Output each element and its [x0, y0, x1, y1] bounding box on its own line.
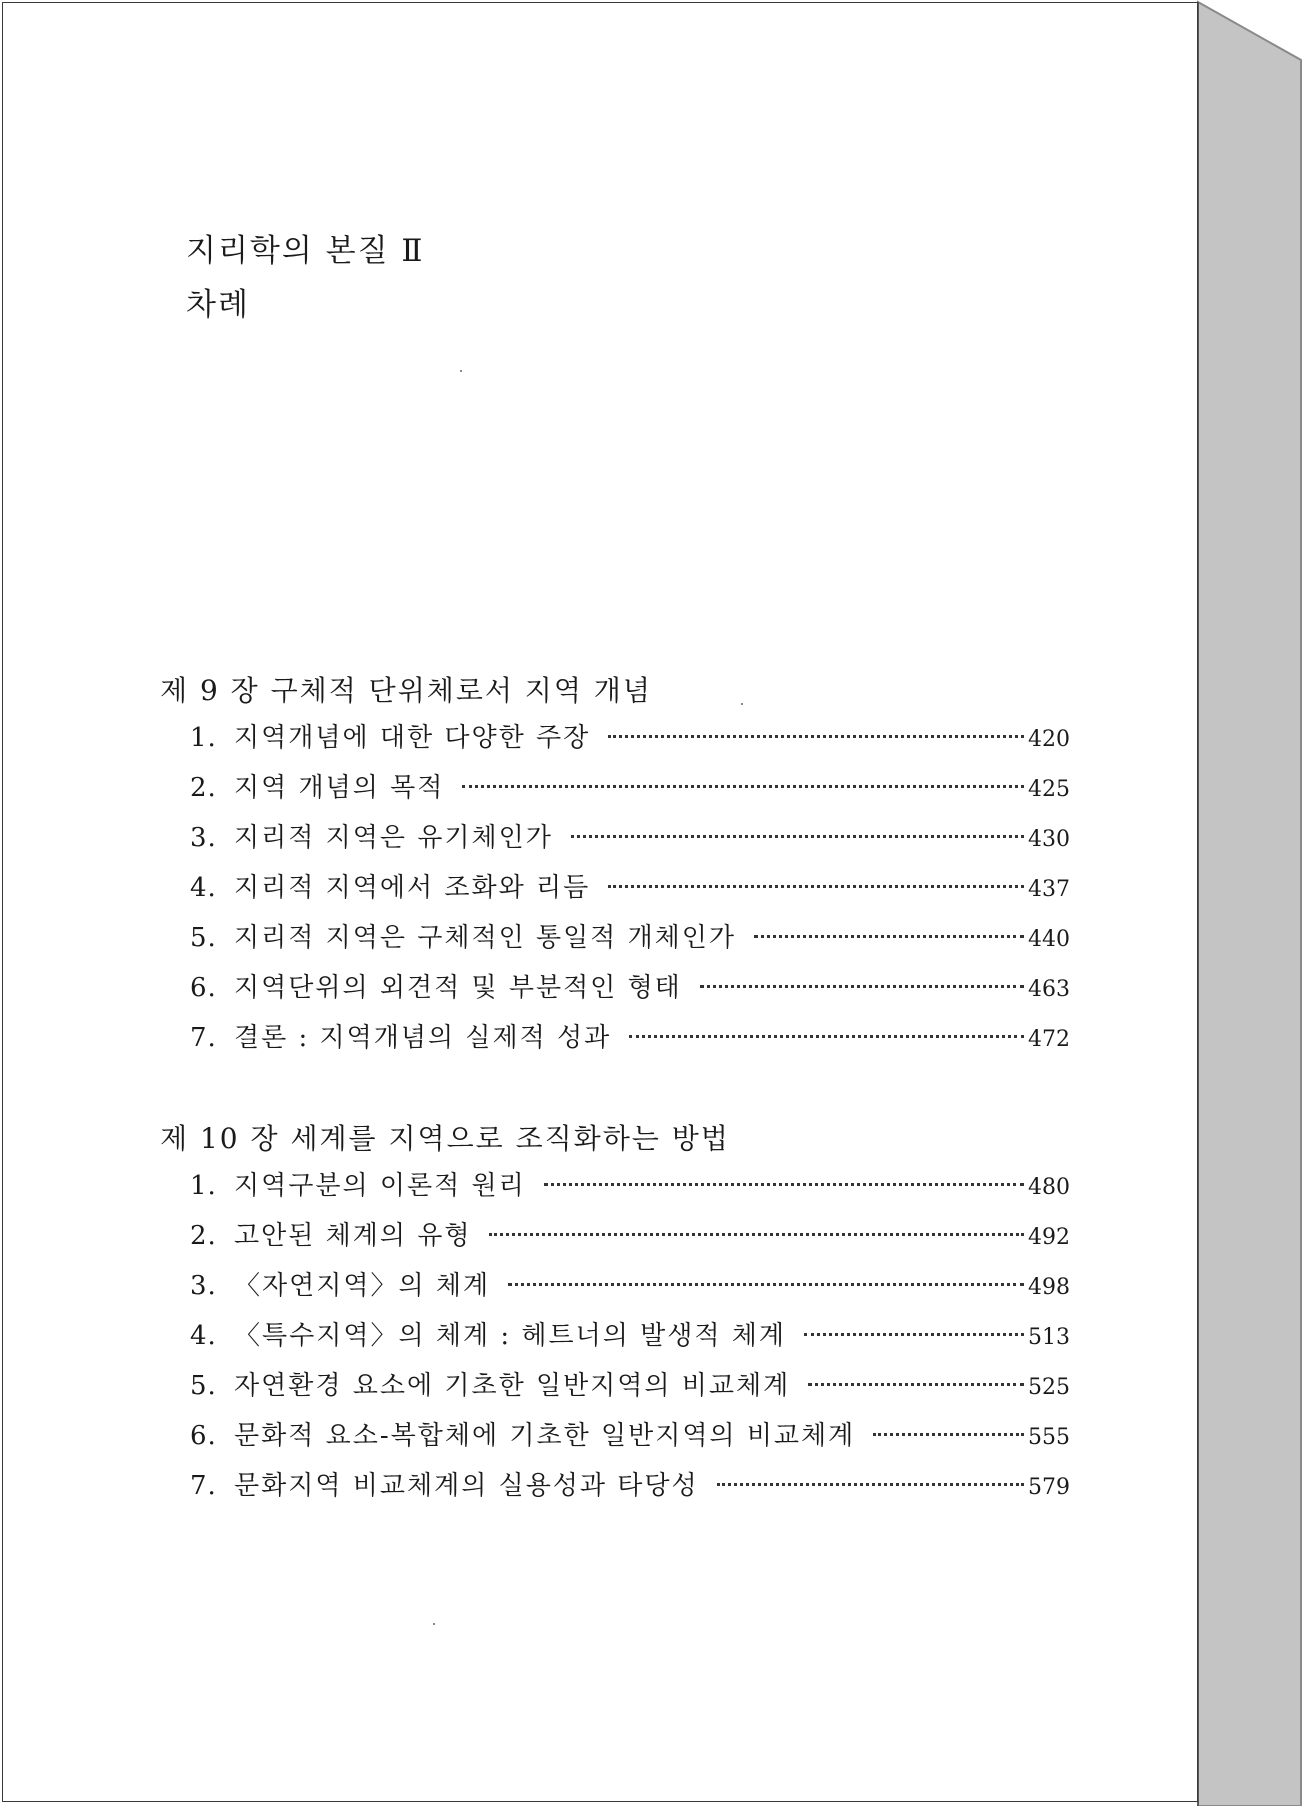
scan-speck — [460, 370, 462, 372]
entry-title: 결론 : 지역개념의 실제적 성과 — [234, 1023, 612, 1053]
toc-entry[interactable] — [160, 963, 1070, 1013]
dot-leader — [544, 1183, 1024, 1186]
toc-entry[interactable] — [160, 1211, 1070, 1261]
entry-number: 6. — [190, 973, 217, 1003]
entry-page: 492 — [1028, 1225, 1070, 1250]
dot-leader — [462, 785, 1024, 788]
chapter-name: 구체적 단위체로서 지역 개념 — [270, 674, 652, 707]
toc-entry[interactable] — [160, 913, 1070, 963]
entry-title: 지리적 지역은 구체적인 통일적 개체인가 — [234, 923, 737, 953]
entry-title: 지역단위의 외견적 및 부분적인 형태 — [234, 973, 682, 1003]
chapter-title — [160, 1117, 1070, 1161]
entry-title: 〈특수지역〉의 체계 : 헤트너의 발생적 체계 — [234, 1321, 786, 1351]
entry-page: 555 — [1028, 1425, 1070, 1450]
book-title: 지리학의 본질 Ⅱ — [186, 233, 425, 269]
entry-number: 4. — [190, 873, 217, 903]
dot-leader — [754, 935, 1024, 938]
toc-entry[interactable] — [160, 1161, 1070, 1211]
entry-number: 6. — [190, 1421, 217, 1451]
toc-list — [160, 1161, 1070, 1511]
chapter-10 — [160, 1117, 1070, 1511]
entry-page: 440 — [1028, 927, 1070, 952]
entry-number: 2. — [190, 773, 217, 803]
toc-entry[interactable] — [160, 1361, 1070, 1411]
entry-page: 437 — [1028, 877, 1070, 902]
toc-entry[interactable] — [160, 1311, 1070, 1361]
dot-leader — [804, 1333, 1024, 1336]
entry-page: 425 — [1028, 777, 1070, 802]
chapter-9 — [160, 669, 1070, 1063]
dot-leader — [489, 1233, 1024, 1236]
dot-leader — [700, 985, 1024, 988]
entry-number: 5. — [190, 1371, 217, 1401]
dot-leader — [873, 1433, 1024, 1436]
entry-page: 498 — [1028, 1275, 1070, 1300]
entry-page: 430 — [1028, 827, 1070, 852]
dot-leader — [629, 1035, 1024, 1038]
toc-entry[interactable] — [160, 863, 1070, 913]
toc-page — [2, 2, 1198, 1802]
toc-entry[interactable] — [160, 763, 1070, 813]
entry-page: 463 — [1028, 977, 1070, 1002]
entry-title: 〈자연지역〉의 체계 — [234, 1271, 491, 1301]
chapter-label: 제 10 장 — [160, 1122, 280, 1155]
entry-number: 7. — [190, 1023, 217, 1053]
entry-number: 3. — [190, 1271, 217, 1301]
entry-page: 480 — [1028, 1175, 1070, 1200]
entry-page: 513 — [1028, 1325, 1070, 1350]
toc-entry[interactable] — [160, 1013, 1070, 1063]
toc-entry[interactable] — [160, 813, 1070, 863]
dot-leader — [608, 735, 1024, 738]
entry-title: 지리적 지역은 유기체인가 — [234, 823, 553, 853]
entry-number: 1. — [190, 723, 217, 753]
dot-leader — [508, 1283, 1024, 1286]
entry-number: 1. — [190, 1171, 217, 1201]
dot-leader — [808, 1383, 1024, 1386]
chapter-title — [160, 669, 1070, 713]
chapter-name: 세계를 지역으로 조직화하는 방법 — [290, 1122, 730, 1155]
entry-title: 문화지역 비교체계의 실용성과 타당성 — [234, 1471, 699, 1501]
toc-entry[interactable] — [160, 1261, 1070, 1311]
entry-page: 472 — [1028, 1027, 1070, 1052]
entry-number: 5. — [190, 923, 217, 953]
entry-page: 579 — [1028, 1475, 1070, 1500]
toc-entry[interactable] — [160, 713, 1070, 763]
scan-speck — [433, 1623, 435, 1625]
dot-leader — [717, 1483, 1024, 1486]
toc-entry[interactable] — [160, 1411, 1070, 1461]
entry-title: 문화적 요소-복합체에 기초한 일반지역의 비교체계 — [234, 1421, 856, 1451]
toc-list — [160, 713, 1070, 1063]
entry-title: 지역개념에 대한 다양한 주장 — [234, 723, 591, 753]
entry-page: 525 — [1028, 1375, 1070, 1400]
entry-title: 고안된 체계의 유형 — [234, 1221, 472, 1251]
entry-number: 7. — [190, 1471, 217, 1501]
chapter-label: 제 9 장 — [160, 674, 260, 707]
entry-title: 지리적 지역에서 조화와 리듬 — [234, 873, 591, 903]
dot-leader — [571, 835, 1024, 838]
toc-entry[interactable] — [160, 1461, 1070, 1511]
entry-number: 2. — [190, 1221, 217, 1251]
entry-page: 420 — [1028, 727, 1070, 752]
entry-title: 지역 개념의 목적 — [234, 773, 445, 803]
entry-number: 4. — [190, 1321, 217, 1351]
entry-title: 자연환경 요소에 기초한 일반지역의 비교체계 — [234, 1371, 791, 1401]
entry-number: 3. — [190, 823, 217, 853]
dot-leader — [608, 885, 1024, 888]
toc-heading: 차례 — [186, 287, 250, 323]
entry-title: 지역구분의 이론적 원리 — [234, 1171, 526, 1201]
